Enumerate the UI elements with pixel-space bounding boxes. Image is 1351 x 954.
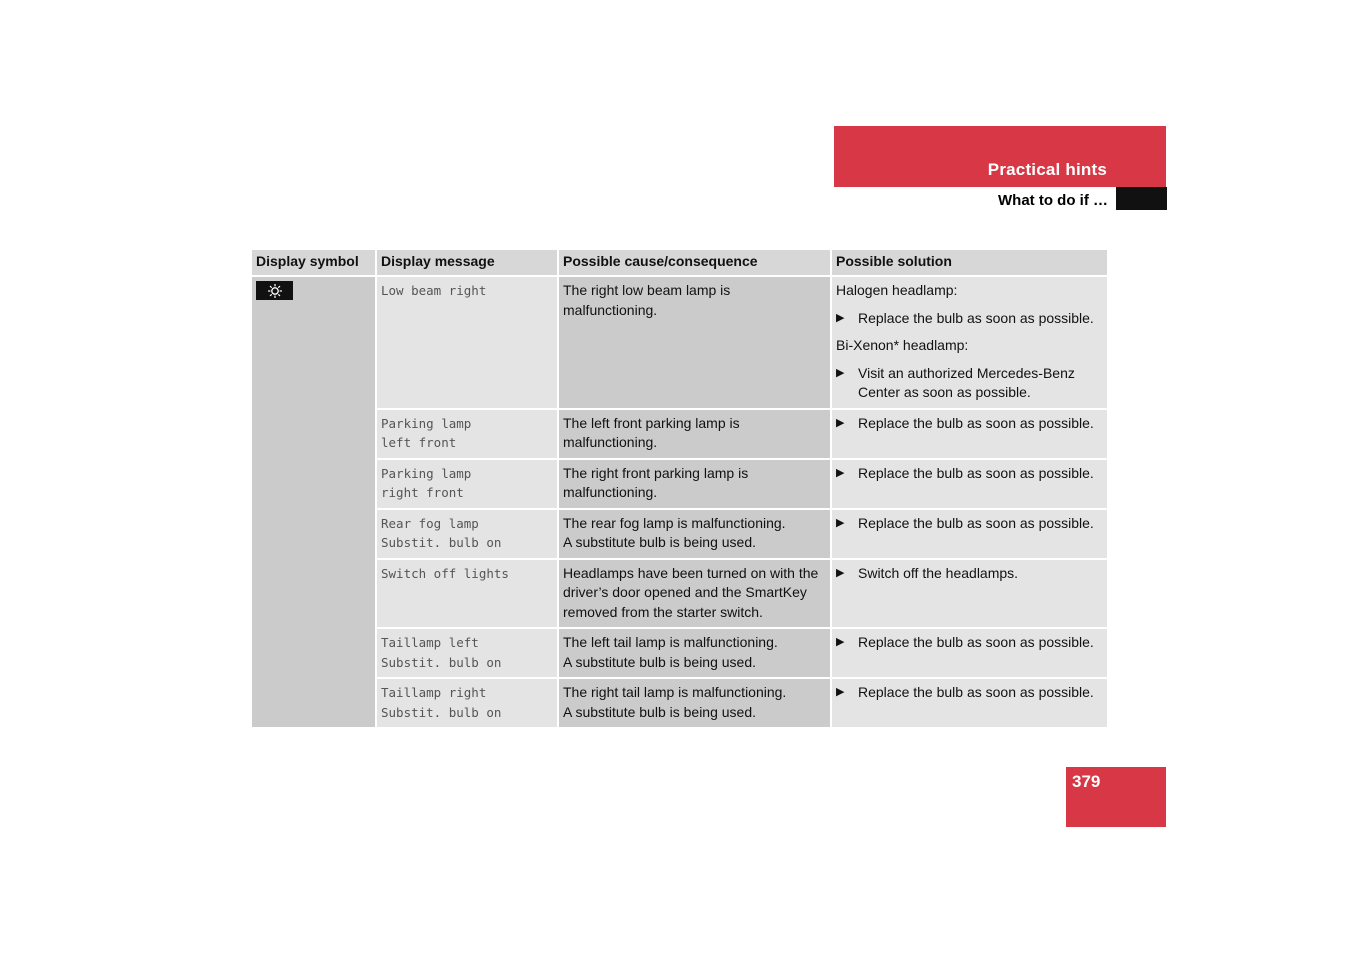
cause-cell (557, 560, 830, 630)
display-message-line: Switch off lights (381, 565, 509, 581)
cause-line: removed from the starter switch. (563, 603, 763, 620)
column-header-message: Display message (375, 250, 557, 277)
solution-cell (830, 679, 1107, 727)
cause-line: driver’s door opened and the SmartKey (563, 584, 807, 600)
solution-cell (830, 460, 1107, 510)
solution-step-text: Replace the bulb as soon as possible. (858, 464, 1094, 481)
table-row (252, 560, 1107, 630)
table-row (252, 629, 1107, 679)
solution-intro: Bi-Xenon* headlamp: (836, 337, 969, 353)
triangle-bullet-icon: ▶ (836, 311, 845, 324)
triangle-bullet-icon: ▶ (836, 636, 845, 648)
solution-step (836, 364, 1103, 403)
display-message-line: Substit. bulb on (381, 704, 502, 720)
column-header-solution: Possible solution (830, 250, 1107, 277)
cause-cell (557, 510, 830, 560)
triangle-bullet-icon: ▶ (836, 566, 845, 579)
display-message-line: Low beam right (381, 283, 487, 298)
solution-step-text: Visit an authorized Mercedes-Benz (858, 364, 1075, 381)
cause-line: The right front parking lamp is (563, 464, 749, 481)
cause-cell (557, 460, 830, 510)
column-header-symbol: Display symbol (252, 250, 375, 277)
solution-step-text: Replace the bulb as soon as possible. (858, 514, 1094, 531)
cause-cell (557, 679, 830, 727)
solution-step-text: Replace the bulb as soon as possible. (858, 684, 1094, 700)
solution-step (836, 514, 1103, 534)
solution-step (836, 683, 1103, 703)
cause-line: The left front parking lamp is (563, 414, 740, 431)
cause-line: The right tail lamp is malfunctioning. (563, 684, 787, 700)
solution-step-text: Replace the bulb as soon as possible. (858, 309, 1094, 326)
display-message-cell (375, 410, 557, 460)
display-message-line: Parking lamp (381, 415, 472, 431)
triangle-bullet-icon: ▶ (836, 516, 845, 529)
subsection-title: What to do if … (998, 192, 1108, 209)
cause-line: malfunctioning. (563, 484, 658, 500)
cause-line: A substitute bulb is being used. (563, 653, 757, 670)
solution-step (836, 309, 1103, 329)
display-message-line: Substit. bulb on (381, 654, 502, 670)
display-message-cell (375, 277, 557, 410)
display-message-cell (375, 510, 557, 560)
solution-step-text: Center as soon as possible. (858, 384, 1031, 400)
cause-cell (557, 629, 830, 679)
solution-cell (830, 560, 1107, 630)
table-row (252, 410, 1107, 460)
solution-cell (830, 410, 1107, 460)
table-header-row (252, 250, 1107, 277)
display-message-line: Taillamp left (381, 635, 479, 650)
table-row (252, 679, 1107, 727)
table-row (252, 277, 1107, 410)
solution-step (836, 464, 1103, 484)
solution-step-text: Replace the bulb as soon as possible. (858, 634, 1094, 650)
solution-step (836, 414, 1103, 434)
display-message-line: Taillamp right (381, 685, 487, 700)
triangle-bullet-icon: ▶ (836, 686, 845, 698)
page-number-box (1066, 767, 1166, 827)
table-row (252, 510, 1107, 560)
cause-line: The rear fog lamp is malfunctioning. (563, 514, 786, 531)
section-header-box (834, 126, 1166, 187)
cause-line: The left tail lamp is malfunctioning. (563, 634, 778, 650)
cause-cell (557, 410, 830, 460)
cause-line: malfunctioning. (563, 434, 658, 450)
table-row (252, 460, 1107, 510)
triangle-bullet-icon: ▶ (836, 466, 845, 479)
page-number: 379 (1072, 772, 1101, 791)
display-message-cell (375, 679, 557, 727)
display-message-cell (375, 560, 557, 630)
display-messages-table (252, 250, 1107, 727)
solution-step (836, 564, 1103, 584)
display-message-line: Substit. bulb on (381, 535, 502, 550)
display-message-line: Parking lamp (381, 465, 472, 481)
solution-step-text: Replace the bulb as soon as possible. (858, 414, 1094, 431)
display-message-line: right front (381, 485, 464, 500)
section-tab-marker (1116, 187, 1167, 210)
solution-step (836, 633, 1103, 653)
column-header-cause: Possible cause/consequence (557, 250, 830, 277)
solution-step-text: Switch off the headlamps. (858, 564, 1019, 581)
triangle-bullet-icon: ▶ (836, 366, 845, 379)
display-symbol-cell (252, 277, 375, 727)
section-title: Practical hints (987, 160, 1107, 179)
cause-line: Headlamps have been turned on with the (563, 564, 819, 581)
display-message-line: left front (381, 435, 457, 450)
cause-line: A substitute bulb is being used. (563, 534, 757, 550)
low-beam-lamp-icon (256, 281, 293, 300)
solution-intro: Halogen headlamp: (836, 282, 958, 298)
cause-cell (557, 277, 830, 410)
solution-cell (830, 510, 1107, 560)
solution-cell (830, 629, 1107, 679)
cause-line: malfunctioning. (563, 301, 658, 318)
solution-cell (830, 277, 1107, 410)
cause-line: The right low beam lamp is (563, 282, 731, 298)
display-message-cell (375, 460, 557, 510)
display-message-cell (375, 629, 557, 679)
display-message-line: Rear fog lamp (381, 515, 479, 531)
cause-line: A substitute bulb is being used. (563, 703, 757, 720)
triangle-bullet-icon: ▶ (836, 416, 845, 429)
